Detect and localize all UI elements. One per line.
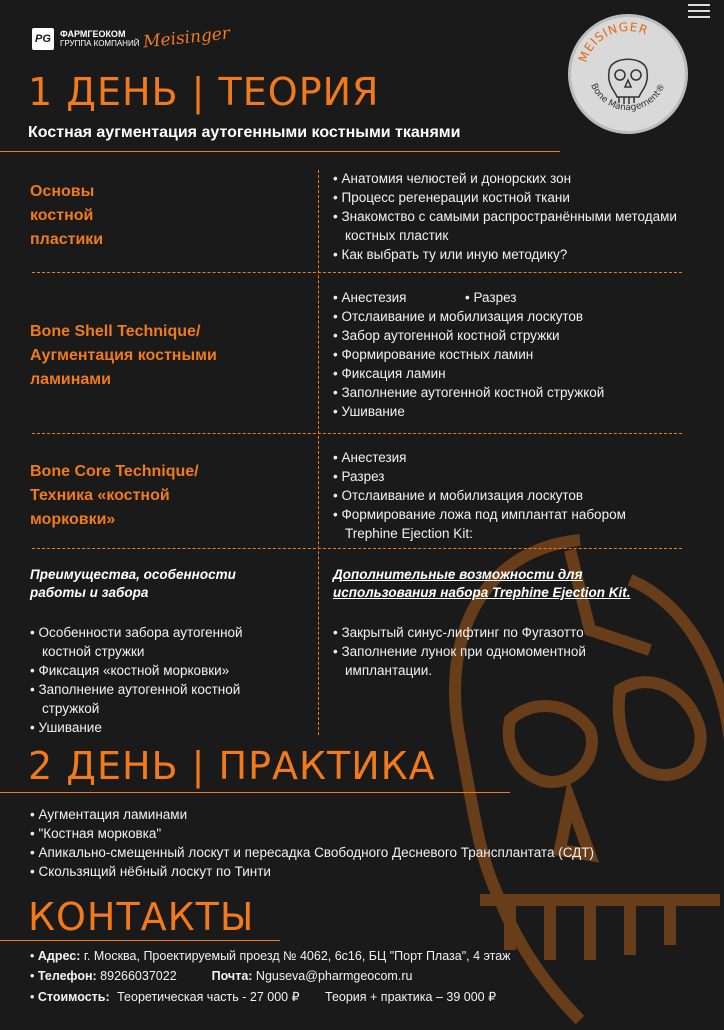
list-item: • Скользящий нёбный лоскут по Тинти xyxy=(30,862,710,881)
section-title-bone-shell xyxy=(30,320,217,392)
email-label: Почта: xyxy=(211,969,253,983)
list-item: • Закрытый синус-лифтинг по Фугазотто xyxy=(333,623,643,642)
title-line: Основы xyxy=(30,183,95,200)
list-item: • Формирование костных ламин xyxy=(333,345,678,364)
list-item: • Апикально-смещенный лоскут и пересадка Свободного Десневого Трансплантата (СДТ) xyxy=(30,843,710,862)
row-divider xyxy=(32,433,682,434)
price-full: Теория + практика – 39 000 ₽ xyxy=(325,990,497,1004)
list-item: • Процесс регенерации костной ткани xyxy=(333,188,678,207)
row-divider xyxy=(32,272,682,273)
advantages-list xyxy=(30,623,295,737)
heading-line: работы и забора xyxy=(30,585,149,600)
day2-title: 2 ДЕНЬ | ПРАКТИКА xyxy=(28,744,436,788)
title-line: Техника «костной xyxy=(30,487,170,504)
row3-topics xyxy=(333,448,633,543)
list-item: • Анестезия xyxy=(333,448,633,467)
meisinger-logo: Meisinger xyxy=(142,23,231,53)
extra-list xyxy=(333,623,643,680)
phone-value[interactable]: 89266037022 xyxy=(100,969,177,983)
badge-top-text: MEISINGER xyxy=(575,19,651,65)
title-line: пластики xyxy=(30,231,104,248)
list-item: • Отслаивание и мобилизация лоскутов xyxy=(333,307,678,326)
list-item: • Ушивание xyxy=(333,402,678,421)
list-item: • Как выбрать ту или иную методику? xyxy=(333,245,678,264)
company-name xyxy=(60,29,139,49)
title-line: морковки» xyxy=(30,511,116,528)
subtitle-underline xyxy=(0,151,560,152)
heading-line: Преимущества, особенности xyxy=(30,567,236,582)
heading-line: использования набора Trephine Ejection Kit. xyxy=(333,585,631,600)
extra-heading xyxy=(333,566,631,602)
title-line: Bone Core Technique/ xyxy=(30,463,199,480)
price-theory: Теоретическая часть - 27 000 ₽ xyxy=(117,990,300,1004)
email-link[interactable]: Nguseva@pharmgeocom.ru xyxy=(255,969,413,983)
meisinger-badge xyxy=(568,14,688,134)
list-item: • Особенности забора аутогенной костной стружки xyxy=(30,623,295,661)
title-line: ламинами xyxy=(30,371,111,388)
list-item: • Забор аутогенной костной стружки xyxy=(333,326,678,345)
day2-list xyxy=(30,805,710,881)
title-line: Аугментация костными xyxy=(30,347,217,364)
list-item: • Анатомия челюстей и донорских зон xyxy=(333,169,678,188)
address-label: Адрес: xyxy=(37,949,81,963)
list-item: • Заполнение лунок при одномоментной имплантации. xyxy=(333,642,643,680)
company-subtitle: ГРУППА КОМПАНИЙ xyxy=(60,39,140,48)
day1-subtitle: Костная аугментация аутогенными костными тканями xyxy=(28,124,461,141)
list-item: • Разрез xyxy=(465,288,520,307)
price-label: Стоимость: xyxy=(37,990,110,1004)
list-item: • Фиксация ламин xyxy=(333,364,678,383)
address-value: г. Москва, Проектируемый проезд № 4062, 6с16, БЦ "Порт Плаза", 4 этаж xyxy=(83,949,511,963)
contact-address: • Адрес: г. Москва, Проектируемый проезд № 4062, 6с16, БЦ "Порт Плаза", 4 этаж xyxy=(30,949,511,963)
contact-phone-email: • Телефон: 89266037022 Почта: Nguseva@pharmgeocom.ru xyxy=(30,969,413,983)
list-item: • "Костная морковка" xyxy=(30,824,710,843)
list-item: • Заполнение аутогенной костной стружкой xyxy=(333,383,678,402)
title-line: костной xyxy=(30,207,94,224)
section-title-bone-basics xyxy=(30,180,103,252)
contacts-title: КОНТАКТЫ xyxy=(28,895,255,939)
list-item: • Формирование ложа под имплантат набором Trephine Ejection Kit: xyxy=(333,505,633,543)
row1-topics xyxy=(333,169,678,264)
section-title-bone-core xyxy=(30,460,199,532)
list-item: • Заполнение аутогенной костной стружкой xyxy=(30,680,252,718)
phone-label: Телефон: xyxy=(37,969,97,983)
pharmgeocom-logo xyxy=(32,28,139,50)
list-item: • Фиксация «костной морковки» xyxy=(30,661,295,680)
list-item: • Анестезия xyxy=(333,288,465,307)
day2-underline xyxy=(0,792,510,793)
heading-line: Дополнительные возможности для xyxy=(333,567,583,582)
column-divider xyxy=(318,170,319,735)
contacts-underline xyxy=(0,940,280,941)
title-line: Bone Shell Technique/ xyxy=(30,323,201,340)
list-item: • Аугментация ламинами xyxy=(30,805,710,824)
list-item: • Отслаивание и мобилизация лоскутов xyxy=(333,486,633,505)
list-item: • Разрез xyxy=(333,467,633,486)
first-pair xyxy=(333,288,678,307)
menu-icon[interactable] xyxy=(688,4,710,18)
row-divider xyxy=(32,548,682,549)
list-item: • Знакомство с самыми распространёнными методами костных пластик xyxy=(333,207,678,245)
svg-text:MEISINGER xyxy=(576,20,651,65)
row2-topics xyxy=(333,288,678,421)
day1-title: 1 ДЕНЬ | ТЕОРИЯ xyxy=(28,70,380,114)
badge-skull-icon xyxy=(571,17,685,131)
contact-price: • Стоимость: Теоретическая часть - 27 000 ₽ Теория + практика – 39 000 ₽ xyxy=(30,990,497,1004)
advantages-heading xyxy=(30,566,236,602)
company-title: ФАРМГЕОКОМ xyxy=(60,29,126,39)
badge-bottom-text: Bone Management® xyxy=(588,82,668,114)
row2-list xyxy=(333,307,678,421)
list-item: • Ушивание xyxy=(30,718,295,737)
pg-logo-icon: PG xyxy=(32,28,54,50)
